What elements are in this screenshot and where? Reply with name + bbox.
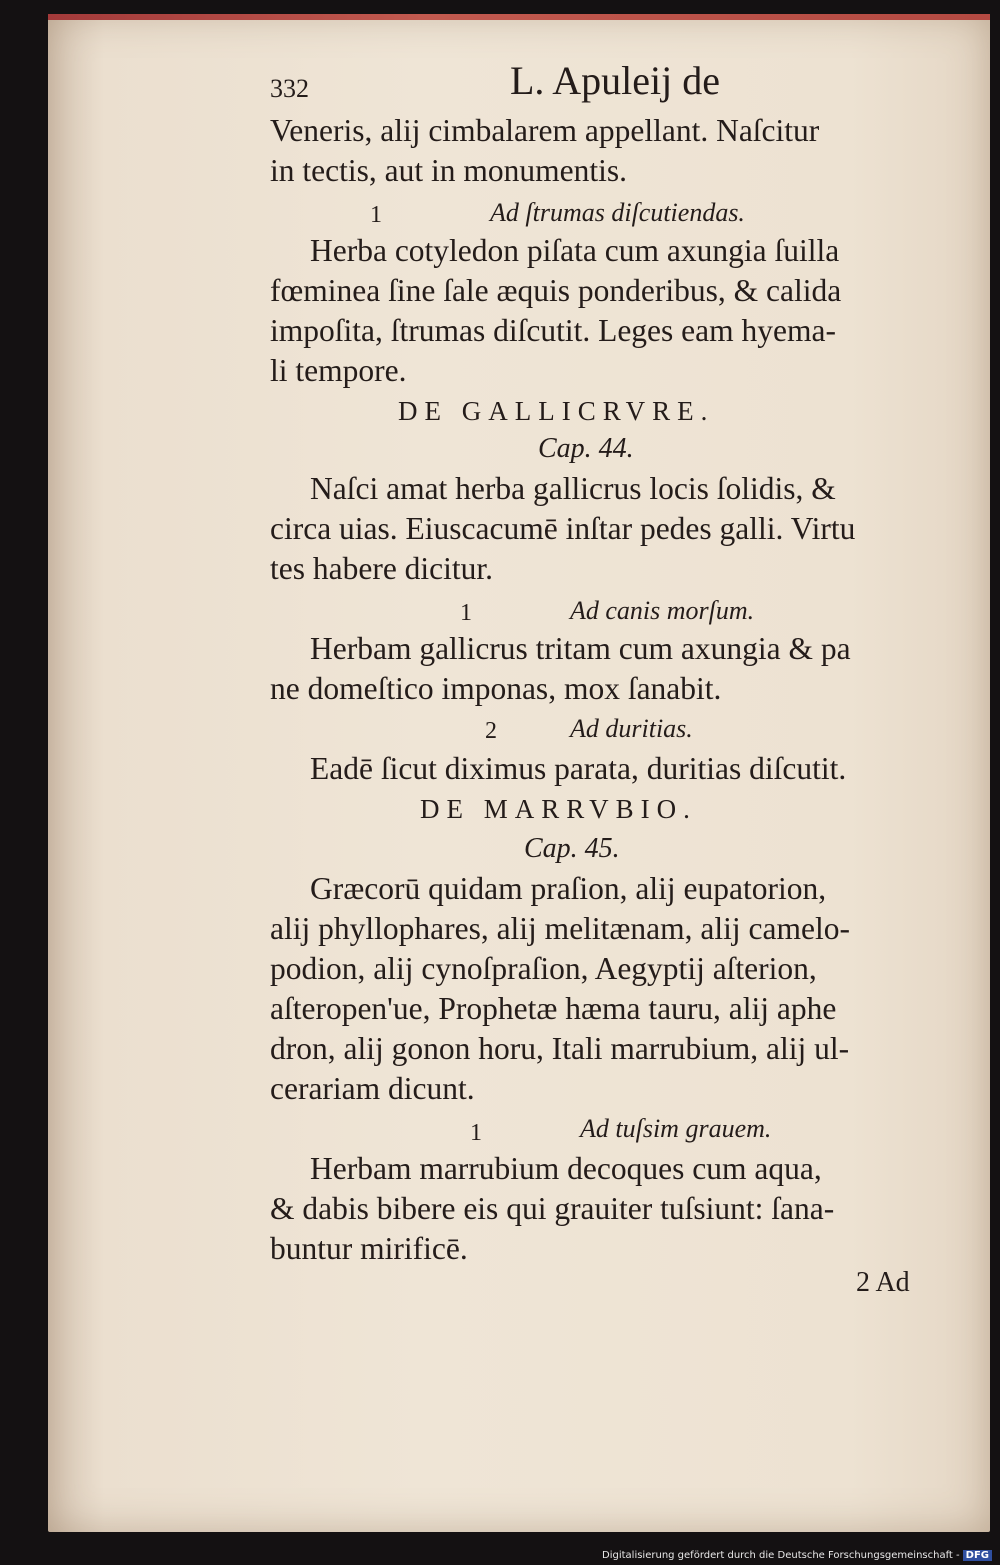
text-line: dron, alij gonon horu, Itali marrubium, alij ul-: [270, 1031, 850, 1066]
chapter-heading: DE MARRVBIO.: [420, 794, 697, 824]
subheading-number: 1: [370, 202, 382, 228]
digitization-credit: [602, 1550, 992, 1561]
catchword: 2 Ad: [856, 1267, 910, 1298]
text-line: circa uias. Eiuscacumē inſtar pedes galli. Virtu: [270, 511, 856, 546]
running-title: L. Apuleij de: [510, 58, 720, 103]
subheading-title: Ad duritias.: [570, 714, 693, 743]
subheading-number: 1: [470, 1120, 482, 1146]
text-line: impoſita, ſtrumas diſcutit. Leges eam hyema-: [270, 313, 836, 348]
text-line: in tectis, aut in monumentis.: [270, 153, 627, 188]
dfg-logo: DFG: [963, 1550, 992, 1561]
text-line: tes habere dicitur.: [270, 551, 494, 586]
text-line: Herbam marrubium decoques cum aqua,: [310, 1151, 822, 1186]
chapter-number: Cap. 45.: [524, 833, 620, 864]
chapter-number: Cap. 44.: [538, 433, 634, 464]
subheading-number: 1: [460, 600, 472, 626]
text-line: cerariam dicunt.: [270, 1071, 475, 1106]
text-line: Eadē ſicut diximus parata, duritias diſcutit.: [310, 751, 847, 786]
page-edge: [48, 14, 990, 20]
subheading-title: Ad ſtrumas diſcutiendas.: [490, 198, 745, 227]
credit-text: Digitalisierung gefördert durch die Deutsche Forschungsgemeinschaft -: [602, 1550, 960, 1561]
text-line: aſteropen'ue, Prophetæ hæma tauru, alij aphe: [270, 991, 837, 1026]
text-line: Veneris, alij cimbalarem appellant. Naſcitur: [270, 113, 820, 148]
subheading-title: Ad canis morſum.: [570, 596, 755, 625]
text-line: Herbam gallicrus tritam cum axungia & pa: [310, 631, 851, 666]
text-line: Naſci amat herba gallicrus locis ſolidis, &: [310, 471, 836, 506]
text-line: Herba cotyledon piſata cum axungia ſuilla: [310, 233, 840, 268]
text-line: li tempore.: [270, 353, 407, 388]
subheading-number: 2: [485, 718, 497, 744]
text-line: ne domeſtico imponas, mox ſanabit.: [270, 671, 722, 706]
text-line: podion, alij cynoſpraſion, Aegyptij aſterion,: [270, 951, 817, 986]
text-line: alij phyllophares, alij melitænam, alij camelo-: [270, 911, 850, 946]
subheading-title: Ad tuſsim grauem.: [580, 1114, 772, 1143]
chapter-heading: DE GALLICRVRE.: [398, 396, 715, 426]
page-number: 332: [270, 74, 309, 103]
text-line: Græcorū quidam praſion, alij eupatorion,: [310, 871, 827, 906]
text-line: buntur mirificē.: [270, 1231, 468, 1266]
text-line: & dabis bibere eis qui grauiter tuſsiunt: ſana-: [270, 1191, 835, 1226]
text-line: fœminea ſine ſale æquis ponderibus, & calida: [270, 273, 842, 308]
